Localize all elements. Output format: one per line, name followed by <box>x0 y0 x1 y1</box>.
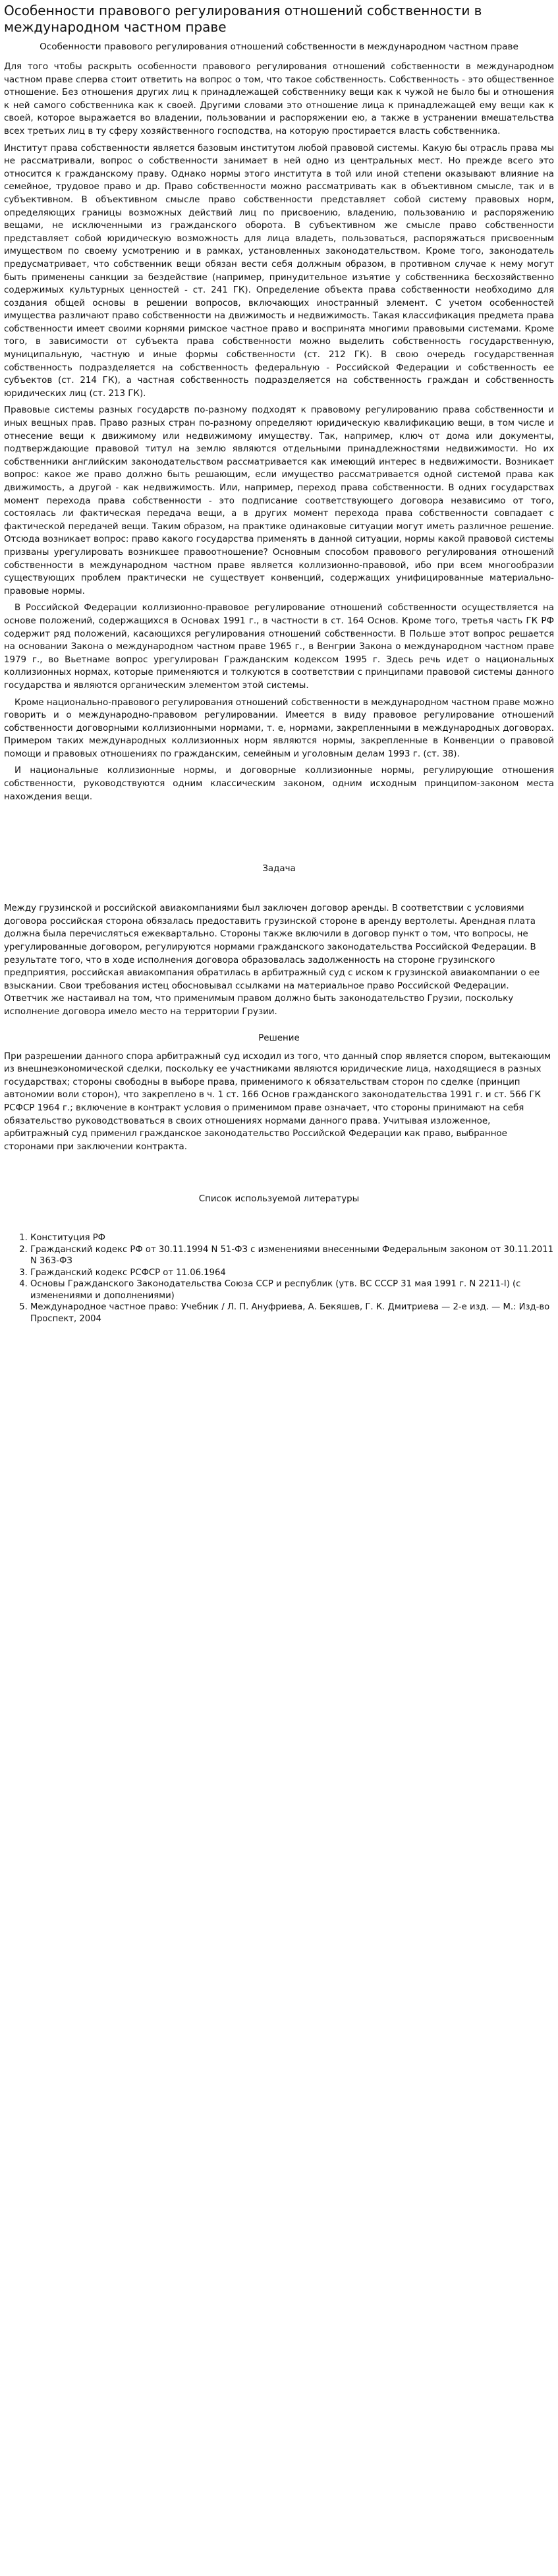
paragraph-ownership-definition: Для того чтобы раскрыть особенности правового регулирования отношений собственности в международном частном праве сперва стоит ответить на вопрос о том, что такое собственность. Собственность - это общественное отношение. Без отношения других лиц к принадлежащей собственнику вещи как к чужой не было бы и отношения к ней самого собственника как к своей. Другими словами это отношение лица к принадлежащей ему вещи как к своей, которое выражается во владении, пользовании и распоряжении ею, а также в устранении вмешательства всех третьих лиц в ту сферу хозяйственного господства, на которую простирается власть собственника. <box>4 62 554 136</box>
document-subtitle: Особенности правового регулирования отношений собственности в международном частном праве <box>40 42 518 52</box>
section-spacer <box>4 807 554 863</box>
solution-text: При разрешении данного спора арбитражный суд исходил из того, что данный спор является спором, вытекающим из внешнеэкономической сделки, поскольку ее участниками являются юридические лица, находящиеся в разных государствах; стороны свободны в выборе права, применимого к обязательствам сторон по сделке (принцип автономии воли сторон), что закреплено в ч. 1 ст. 166 Основ гражданского законодательства 1991 г. и ст. 566 ГК РСФСР 1964 г.; включение в контракт условия о применимом праве означает, что стороны принимают на себя обязательство руководствоваться в своих отношениях нормами данного права. Учитывая изложенное, арбитражный суд применил гражданское законодательство Российской Федерации как право, выбранное сторонами при заключении контракта. <box>4 1051 551 1152</box>
reference-item: 2. Гражданский кодекс РФ от 30.11.1994 N 51-ФЗ с изменениями внесенными Федеральным законом от 30.11.2011 N 363-ФЗ <box>30 1244 554 1267</box>
task-text: Между грузинской и российской авиакомпаниями был заключен договор аренды. В соответствии с условиями договора российская сторона обязалась предоставить грузинской стороне в аренду вертолеты. Арендная плата должна была перечисляться ежеквартально. Стороны также включили в договор пункт о том, что вопросы, не урегулированные договором, регулируются нормами гражданского законодательства Российской Федерации. В результате того, что в ходе исполнения договора образовалась задолженность на стороне грузинского предприятия, российская авиакомпания обратилась в арбитражный суд с иском к грузинской авиакомпании о ее взыскании. Свои требования истец обосновывал ссылками на материальное право Российской Федерации. Ответчик же настаивал на том, что применимым правом должно быть законодательство Грузии, поскольку исполнение договора имело место на территории Грузии. <box>4 903 540 1017</box>
paragraph-ownership-institute: Институт права собственности является базовым институтом любой правовой системы. Какую бы отрасль права мы не рассматривали, вопрос о собственности занимает в ней одно из центральных мест. Но прежде всего это относится к гражданскому праву. Однако нормы этого института в той или иной степени оказывают влияние на семейное, трудовое право и др. Право собственности можно рассматривать как в объективном смысле, так и в субъективном. В объективном смысле право собственности представляет собой систему правовых норм, определяющих границы возможных действий лиц по присвоению, владению, пользованию и распоряжению вещами, не исключенными из гражданского оборота. В субъективном же смысле право собственности представляет собой юридическую возможность для лица владеть, пользоваться, распоряжаться присвоенным имуществом по своему усмотрению и в рамках, установленных законодательством. Кроме того, законодатель предусматривает, что собственник вещи обязан вести себя должным образом, в противном случае к нему могут быть применены санкции за бездействие (например, принудительное изъятие у собственника бесхозяйственно содержимых культурных ценностей - ст. 241 ГК). Определение объекта права собственности необходимо для создания общей основы в решении вопросов, включающих иностранный элемент. С учетом особенностей имущества различают право собственности на движимость и недвижимость. Такая классификация предмета права собственности имеет своими корнями римское частное право и воспринята многими правовыми системами. Кроме того, в зависимости от субъекта права собственности можно выделить собственность государственную, муниципальную, частную и иные формы собственности (ст. 212 ГК). В свою очередь государственная собственность подразделяется на собственность федеральную - Российской Федерации и собственность ее субъектов (ст. 214 ГК), а частная собственность подразделяется на собственность граждан и собственность юридических лиц (ст. 213 ГК). <box>4 143 554 399</box>
solution-heading: Решение <box>258 1033 300 1043</box>
references-list <box>4 1232 554 1325</box>
paragraph-legal-systems: Правовые системы разных государств по-разному подходят к правовому регулированию права собственности и иных вещных прав. Право разных стран по-разному определяют юридическую квалификацию вещи, в том числе и отнесение вещи к движимому или недвижимому имуществу. Так, например, ключ от дома или документы, подтверждающие правовой титул на землю являются отдельными принадлежностями недвижимости. Но их собственники английским законодательством рассматривается как имеющий интерес в недвижимости. Возникает вопрос: какое же право должно быть решающим, если имущество рассматривается одной системой права как движимость, а другой - как недвижимость. Или, например, переход права собственности. В одних государствах момент перехода права собственности - это подписание соответствующего договора независимо от того, состоялась ли фактическая передача вещи, а в других момент перехода права собственности совпадает с фактической передачей вещи. Таким образом, на практике одинаковые ситуации могут иметь различное решение. Отсюда возникает вопрос: право какого государства применять в данной ситуации, нормы какой правовой системы призваны урегулировать возникшее правоотношение? Основным способом правового регулирования отношений собственности в международном частном праве является коллизионно-правовой, ибо при всем многообразии существующих проблем практически не существует конвенций, содержащих унифицированные материально-правовые нормы. <box>4 405 554 596</box>
reference-item: 4. Основы Гражданского Законодательства Союза ССР и республик (утв. ВС СССР 31 мая 1991 г. N 2211-I) (с изменениями и дополнениями) <box>30 1278 554 1302</box>
paragraph-russian-federation: В Российской Федерации коллизионно-правовое регулирование отношений собственности осуществляется на основе положений, содержащихся в Основах 1991 г., в частности в ст. 164 Основ. Кроме того, третья часть ГК РФ содержит ряд положений, касающихся регулирования отношений собственности. В Польше этот вопрос решается на основании Закона о международном частном праве 1965 г., в Венгрии Закона о международном частном праве 1979 г., во Вьетнаме вопрос урегулирован Гражданским кодексом 1995 г. Здесь речь идет о национальных коллизионных нормах, которые применяются и толкуются в соответствии с принципами правовой системы данного государства и являются органическим элементом этой системы. <box>4 603 554 691</box>
paragraph-conclusion: И национальные коллизионные нормы, и договорные коллизионные нормы, регулирующие отношения собственности, руководствуются одним классическим законом, одним исходным принципом-законом места нахождения вещи. <box>4 766 554 802</box>
reference-item: 3. Гражданский кодекс РСФСР от 11.06.1964 <box>30 1267 554 1279</box>
reference-item: 5. Международное частное право: Учебник / Л. П. Ануфриева, А. Бекяшев, Г. К. Дмитриева — 2-е изд. — М.: Изд-во Проспект, 2004 <box>30 1302 554 1325</box>
references-heading: Список используемой литературы <box>198 1194 360 1205</box>
reference-item: 1. Конституция РФ <box>30 1232 554 1244</box>
page-title: Особенности правового регулирования отношений собственности в международном частном праве <box>4 3 482 35</box>
task-heading: Задача <box>262 864 296 874</box>
paragraph-international-regulation: Кроме национально-правового регулирования отношений собственности в международном частном праве можно говорить и о международно-правовом регулировании. Имеется в виду правовое регулирование отношений собственности договорными коллизионными нормами, т. е, нормами, закрепленными в международных договорах. Примером таких международных коллизионных норм являются нормы, закрепленные в Конвенции о правовой помощи и правовых отношениях по гражданским, семейным и уголовным делам 1993 г. (ст. 38). <box>4 697 554 759</box>
